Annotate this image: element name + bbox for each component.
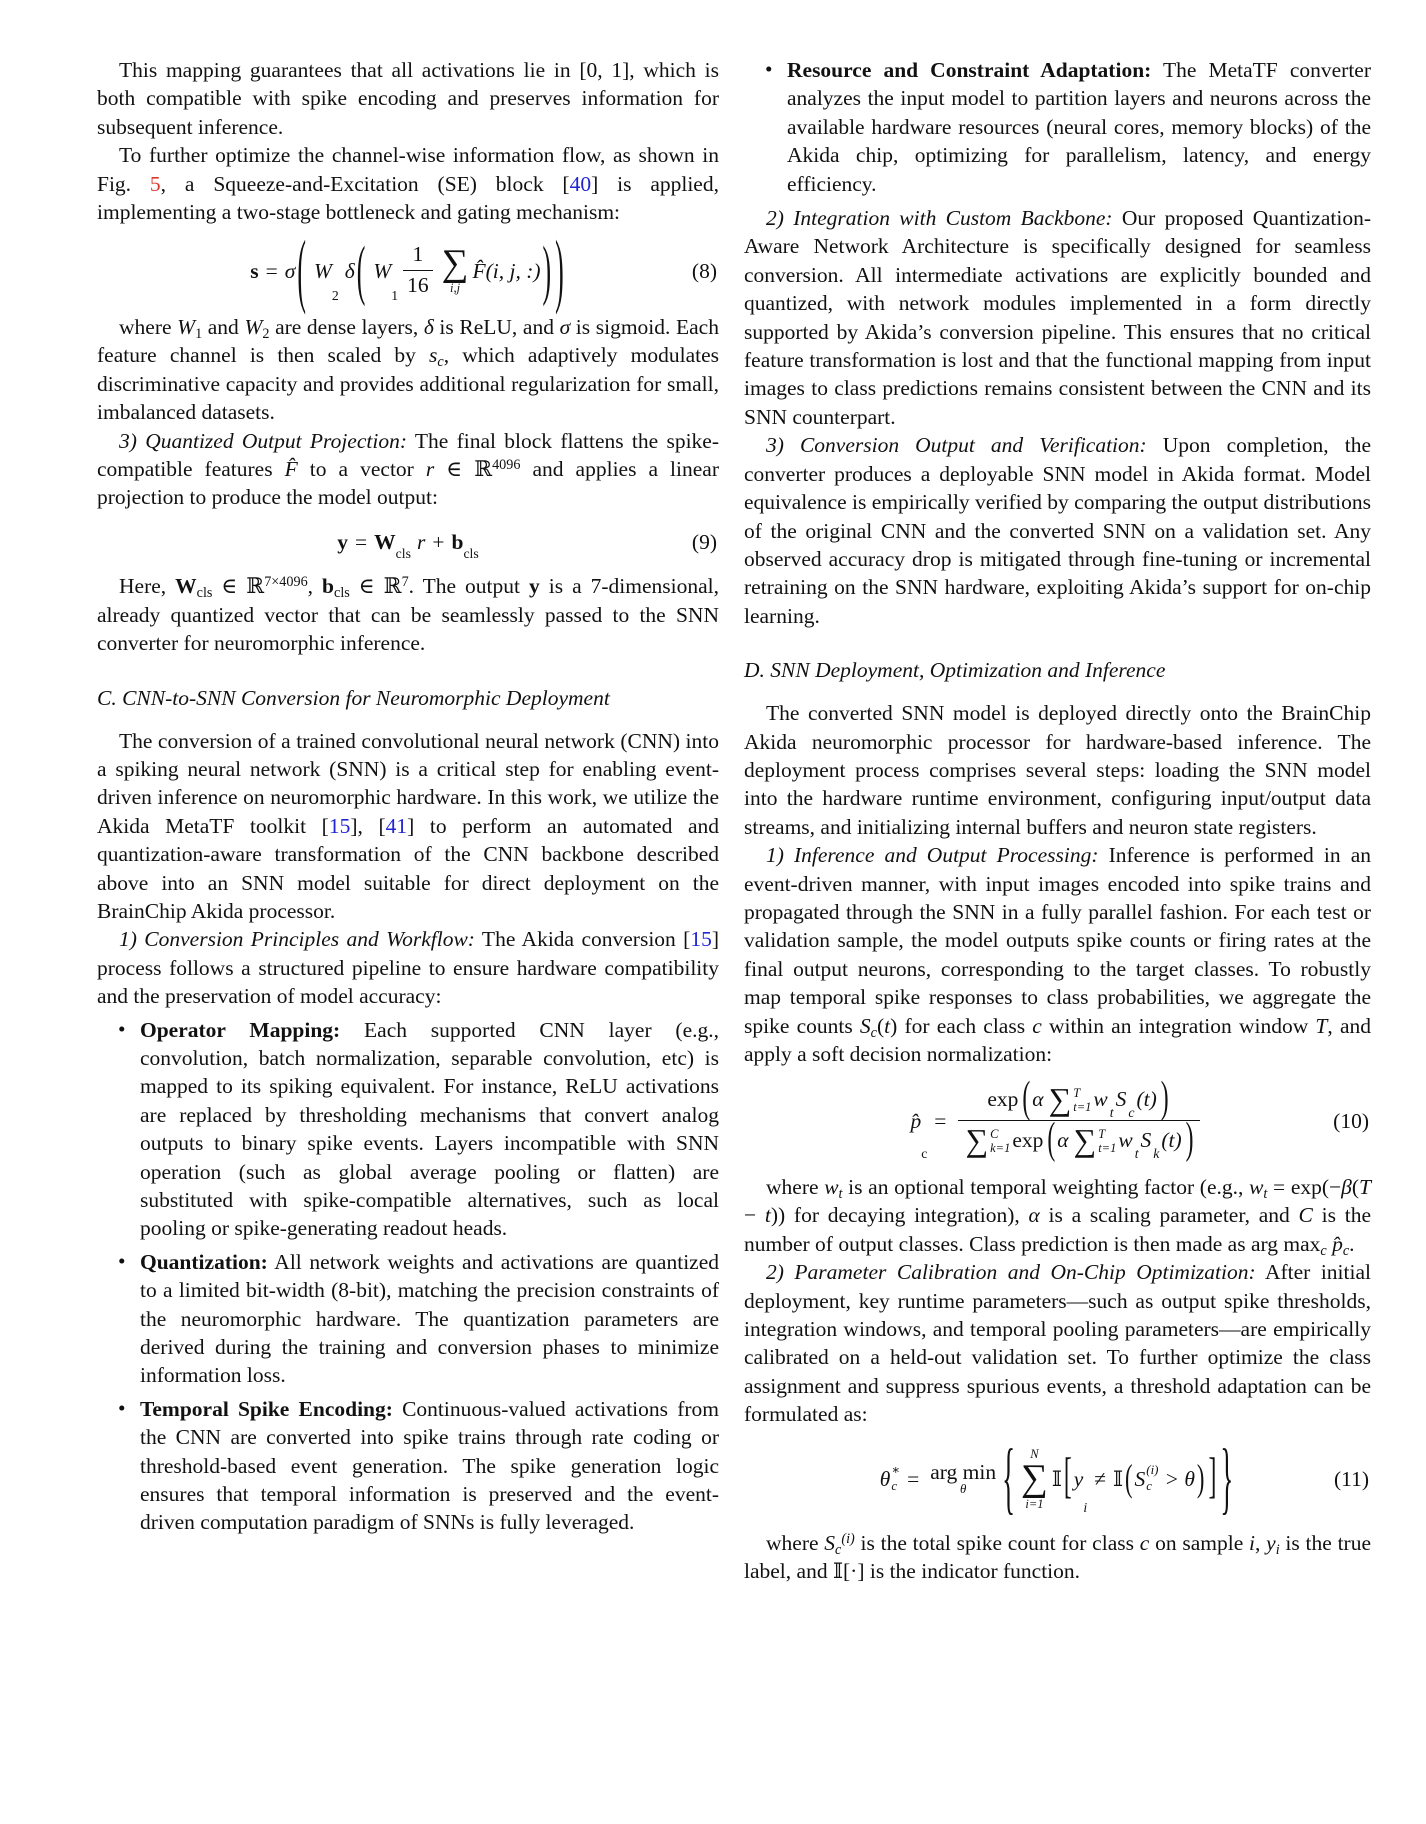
text-run: 3) Quantized Output Projection: (119, 428, 407, 453)
math-token: y (337, 529, 349, 554)
math-token: C (990, 1126, 999, 1141)
equation-11 (744, 1432, 1371, 1523)
text-run: ] is applied, implementing a two-stage bottleneck and gating mechanism: (97, 171, 719, 225)
argmin-operator (930, 1461, 996, 1497)
sup-sub-stack (891, 1463, 900, 1494)
paren: ) (1196, 1456, 1205, 1499)
text-run: b (322, 574, 335, 599)
equation-8 (97, 223, 719, 316)
figure-ref-link[interactable]: 5 (149, 171, 161, 196)
math-token: k (1153, 1146, 1160, 1162)
math-token: r (416, 529, 426, 554)
paragraph (744, 1173, 1371, 1258)
equation-number: (9) (691, 529, 717, 554)
text-run: F̂ (284, 457, 298, 482)
text-run: Continuous-valued activations from the CNN are converted into spike trains through rate coding or threshold-based event generation. The spike generation logic ensures that temporal information is preserved and the event-driven computation paradigm of SNNs is fully leveraged. (140, 1396, 719, 1535)
math-token: = (934, 1108, 947, 1133)
math-token: s (250, 258, 259, 283)
math-token: (i) (1146, 1463, 1159, 1478)
math-token: W (374, 529, 396, 554)
list-item (97, 1248, 719, 1390)
text-run: , and apply a soft decision normalization: (744, 1013, 1371, 1066)
text-run: 4096 (492, 456, 521, 473)
sum-operator (1021, 1447, 1048, 1511)
text-run: are dense layers, (269, 315, 424, 340)
math-token: k=1 (990, 1141, 1011, 1156)
sigma-sum-icon: ∑ (1021, 1457, 1048, 1500)
math-token: T (1098, 1126, 1106, 1141)
sup-sub-stack (1146, 1463, 1158, 1494)
text-run: 2 (262, 326, 270, 342)
equation-9 (97, 528, 719, 561)
text-run: W (177, 315, 196, 340)
math-token: S (1115, 1087, 1127, 1112)
math-token: t=1 (1073, 1100, 1092, 1115)
brace: { (1002, 1432, 1016, 1523)
text-run: C (1298, 1203, 1313, 1228)
math-token: θ (879, 1466, 891, 1491)
text-run: r (425, 457, 435, 482)
text-run: 7 (401, 574, 409, 591)
paragraph (140, 1016, 719, 1243)
paragraph (97, 925, 719, 1010)
equation-body (879, 1432, 1235, 1523)
text-run: is ReLU, and (433, 315, 560, 340)
paragraph (140, 1248, 719, 1390)
math-token: δ (344, 258, 355, 283)
text-run: 1 (195, 326, 203, 342)
text-run: Each supported CNN layer (e.g., convolution, batch normalization, separable convolution, etc) is mapped to its spiking equivalent. For instance, ReLU activations are replaced by thresholding mechanisms that convert analog outputs to binary spike events. Layers incompatible with SNN operation (such as global average pooling or flatten) are substituted with spike-compatible alternatives, such as local pooling or spike-generating readout heads. (140, 1017, 719, 1241)
text-run: The Akida conversion [ (474, 927, 691, 952)
paren: ( (356, 231, 366, 308)
text-run: ∈ ℝ (212, 574, 265, 599)
math-token: = (355, 529, 368, 554)
text-run: To further optimize the channel-wise information flow, as shown in Fig. (97, 143, 719, 196)
text-run: where (766, 1531, 825, 1556)
text-run: s (429, 343, 438, 368)
text-run: cls (196, 585, 213, 602)
fraction (403, 242, 433, 299)
math-token: p̂ (910, 1108, 922, 1133)
text-run: Quantization: (140, 1249, 268, 1274)
text-run: c (437, 354, 444, 371)
math-token: c (1146, 1478, 1153, 1493)
text-run: S (824, 1531, 836, 1556)
text-run: y (1266, 1531, 1276, 1556)
text-run: The MetaTF converter analyzes the input model to partition layers and neurons across the available hardware resources (neural cores, memory blocks) of the Akida chip, optimizing for parallelism, latency, and energy efficiency. (787, 58, 1371, 196)
equation-10 (744, 1074, 1371, 1165)
text-run: . The output (408, 574, 529, 599)
left-column (97, 56, 719, 1543)
text-run: ( (876, 1013, 885, 1038)
text-run: , a Squeeze-and-Excitation (SE) block [ (160, 171, 570, 196)
math-token: c (921, 1146, 928, 1162)
list-item (97, 1016, 719, 1243)
math-token: T (1073, 1085, 1081, 1100)
bracket: [ (1063, 1449, 1072, 1505)
paragraph (744, 431, 1371, 630)
math-token: c (891, 1478, 898, 1493)
text-run: t (838, 1186, 843, 1202)
text-run: t (884, 1013, 891, 1038)
math-token: 2 (331, 288, 339, 304)
math-token: (i, j, :) (485, 258, 541, 283)
math-token: > θ (1164, 1466, 1195, 1491)
math-token: 𝕀 (1051, 1466, 1062, 1491)
text-run: and (202, 315, 245, 340)
text-run: is sigmoid. Each feature channel is then scaled by (97, 315, 719, 368)
math-token: i=1 (1025, 1496, 1044, 1511)
text-run: α (1028, 1203, 1040, 1228)
bullet-icon: • (118, 1395, 126, 1420)
math-token: S (1140, 1128, 1152, 1153)
paragraph (744, 1529, 1371, 1586)
paren: ) (1185, 1114, 1194, 1165)
text-run: Resource and Constraint Adaptation: (787, 58, 1152, 82)
text-run: 1) Conversion Principles and Workflow: (119, 927, 475, 952)
equation-body (910, 1074, 1204, 1165)
paragraph (140, 1395, 719, 1537)
math-token: N (1030, 1446, 1039, 1461)
text-run: i (1275, 1542, 1280, 1559)
list-item (744, 56, 1371, 198)
math-token: w (1118, 1128, 1133, 1153)
text-run: T (1359, 1175, 1372, 1200)
math-token: θ (960, 1482, 967, 1497)
text-run: ∈ ℝ (349, 574, 402, 599)
text-run: y (529, 574, 540, 599)
math-token: S (1134, 1466, 1146, 1491)
text-run: = exp(− (1267, 1175, 1342, 1200)
text-run: The conversion of a trained convolutional neural network (CNN) into a spiking neural network (SNN) is a critical step for enabling event-driven inference on neuromorphic hardware. In this work, we utilize the Akida MetaTF toolkit [ (97, 728, 719, 838)
text-run: is the total spike count for class (854, 1531, 1140, 1556)
brace: } (1220, 1432, 1234, 1523)
sum-operator (1049, 1084, 1092, 1116)
math-token: 1 (412, 242, 424, 267)
text-run: 3) Conversion Output and Verification: (766, 433, 1147, 458)
text-run: p̂ (1332, 1231, 1343, 1256)
math-token: exp (1012, 1128, 1044, 1153)
paren: ) (542, 231, 552, 308)
text-run: T (1315, 1013, 1328, 1038)
text-run: and applies a linear projection to produce the model output: (97, 457, 719, 510)
bullet-icon: • (118, 1248, 126, 1273)
list-item (97, 1395, 719, 1537)
math-token: 𝕀 (1112, 1466, 1124, 1491)
text-run: on sample (1149, 1531, 1250, 1556)
math-token: exp (987, 1087, 1019, 1112)
math-token: cls (463, 545, 479, 561)
sigma-sum-icon: ∑ (1073, 1123, 1097, 1159)
text-run: cls (334, 585, 350, 602)
text-run: i (1249, 1531, 1255, 1556)
math-token: 1 (391, 288, 399, 304)
paren: ( (297, 223, 306, 316)
math-token: ∗ (891, 1463, 901, 1478)
section-heading-c: C. CNN-to-SNN Conversion for Neuromorphic Deployment (97, 685, 610, 710)
right-column (744, 56, 1371, 1586)
paragraph (97, 313, 719, 427)
equation-number: (10) (1333, 1108, 1369, 1133)
section-heading-d: D. SNN Deployment, Optimization and Inference (744, 658, 1166, 683)
text-run: 2) Integration with Custom Backbone: (766, 206, 1113, 231)
paren: ) (1160, 1074, 1169, 1124)
math-token: = (265, 258, 278, 283)
text-run: ] to perform an automated and quantization-aware transformation of the CNN backbone described above into an SNN model suitable for direct deployment on the BrainChip Akida processor. (97, 813, 720, 923)
text-run: is a 7-dimensional, already quantized vector that can be seamlessly passed to the SNN converter for neuromorphic inference. (97, 574, 719, 656)
text-run: ] process follows a structured pipeline to ensure hardware compatibility and the preservation of model accuracy: (97, 927, 719, 1009)
paragraph (744, 204, 1371, 431)
text-run: This mapping guarantees that all activations lie in [0, 1], which is both compatible with spike encoding and preserves information for subsequent inference. (97, 58, 719, 139)
paragraph (97, 727, 719, 926)
text-run: is the number of output classes. Class prediction is then made as arg max (744, 1203, 1371, 1256)
text-run: c (1342, 1242, 1350, 1259)
text-run: c (1032, 1013, 1042, 1038)
text-run: within an integration window (1041, 1013, 1316, 1038)
citation-link[interactable]: 40 (569, 171, 592, 196)
fraction (958, 1074, 1199, 1165)
sum-operator (441, 241, 469, 296)
math-token: i (1083, 1500, 1088, 1516)
text-run: Our proposed Quantization-Aware Network Architecture is specifically designed for seamless conversion. All intermediate activations are explicitly bounded and quantized, with network modules implemented in a form directly supported by Akida’s conversion pipeline. This ensures that no critical feature transformation is lost and that the functional mapping from input images to class predictions remains consistent between the CNN and its SNN counterpart. (744, 206, 1371, 429)
text-run: 7×4096 (264, 574, 308, 591)
text-run: c (1139, 1531, 1150, 1556)
paren: ) (555, 223, 564, 316)
text-run: is the true label, and 𝕀[·] is the indicator function. (744, 1531, 1371, 1584)
text-run: )) for decaying integration), (770, 1203, 1029, 1228)
equation-number: (8) (691, 258, 717, 283)
text-run: ∈ ℝ (434, 457, 493, 482)
text-run: After initial deployment, key runtime parameters—such as output spike thresholds, integration windows, and temporal pooling parameters—are empirically calibrated on a held-out validation set. To further optimize the class assignment and suppress spurious events, a threshold adaptation can be formulated as: (744, 1260, 1371, 1427)
text-run: − (744, 1203, 765, 1228)
math-token: ≠ (1094, 1466, 1106, 1491)
math-token: + (432, 529, 445, 554)
paragraph (97, 572, 719, 657)
text-run: The final block flattens the spike-compatible features (97, 428, 720, 482)
paragraph (744, 841, 1371, 1068)
text-run: The converted SNN model is deployed directly onto the BrainChip Akida neuromorphic processor for hardware-based inference. The deployment process comprises several steps: loading the SNN model into the hardware runtime environment, configuring input/output data streams, and initializing internal buffers and neuron state registers. (744, 701, 1371, 839)
text-run: W (175, 574, 197, 599)
sum-operator (965, 1125, 1010, 1157)
paragraph (744, 699, 1371, 841)
text-run: ( (1351, 1175, 1360, 1200)
math-token: t (1134, 1146, 1139, 1162)
sigma-sum-icon: ∑ (441, 241, 469, 284)
paragraph (97, 427, 719, 512)
text-run: to a vector (297, 457, 426, 482)
math-token: W (313, 258, 332, 283)
math-token: (t) (1161, 1128, 1182, 1153)
text-run: Inference is performed in an event-driven manner, with input images encoded into spike trains and propagated through the SNN in a fully parallel fashion. For each test or validation sample, the model outputs spike counts or firing rates at the final output neurons, corresponding to the target classes. To robustly map temporal spike responses to class probabilities, we aggregate the spike counts (744, 843, 1371, 1038)
text-run: t (764, 1203, 771, 1228)
bullet-icon: • (765, 57, 773, 81)
paren: ( (1022, 1074, 1031, 1124)
equation-body (337, 528, 479, 561)
bullet-list (744, 56, 1371, 198)
text-run: 1) Inference and Output Processing: (766, 843, 1099, 868)
text-run: (i) (841, 1530, 855, 1547)
math-token: cls (395, 545, 411, 561)
text-run: Operator Mapping: (140, 1017, 341, 1042)
text-run: σ (559, 315, 571, 340)
math-token: t=1 (1098, 1141, 1117, 1156)
text-run: t (1263, 1186, 1268, 1202)
text-run: 2) Parameter Calibration and On-Chip Optimization: (766, 1260, 1256, 1285)
math-token: = (907, 1466, 920, 1491)
text-run: c (835, 1542, 842, 1559)
text-run: w (1249, 1175, 1264, 1200)
text-run: is an optional temporal weighting factor (e.g., (842, 1175, 1250, 1200)
math-token: t (1109, 1105, 1114, 1121)
text-run: W (244, 315, 263, 340)
math-token: y (1073, 1466, 1084, 1491)
text-run: , (307, 574, 323, 599)
paragraph (97, 56, 719, 141)
equation-body (250, 223, 565, 316)
math-token: arg min (930, 1459, 997, 1484)
text-run: Temporal Spike Encoding: (140, 1396, 393, 1421)
equation-number: (11) (1333, 1466, 1369, 1491)
bracket: ] (1208, 1449, 1217, 1505)
sigma-sum-icon: ∑ (965, 1123, 989, 1159)
text-run: where (119, 315, 178, 340)
bullet-list (97, 1016, 719, 1537)
text-run: ], [ (350, 813, 386, 838)
math-token: 16 (403, 270, 433, 299)
sum-operator (1074, 1125, 1117, 1157)
math-token: σ (284, 258, 296, 283)
math-token: α (1032, 1087, 1044, 1112)
paren: ( (1047, 1114, 1056, 1165)
text-run: ) for each class (890, 1013, 1033, 1038)
text-run: S (859, 1013, 871, 1038)
text-run: , (1255, 1531, 1267, 1556)
text-run: c (1320, 1242, 1327, 1259)
math-token: α (1057, 1128, 1069, 1153)
paren: ( (1125, 1456, 1133, 1499)
text-run: is a scaling parameter, and (1039, 1203, 1299, 1228)
citation-link[interactable]: 15 (690, 927, 712, 952)
text-run: β (1341, 1175, 1352, 1200)
citation-link[interactable]: 15 (328, 813, 351, 838)
text-run: , which adaptively modulates discriminative capacity and provides additional regularization for small, imbalanced datasets. (97, 343, 719, 425)
paragraph (744, 1258, 1371, 1428)
math-token: F̂ (472, 258, 486, 283)
math-token: i,j (450, 281, 461, 296)
math-token: c (1128, 1105, 1135, 1121)
text-run: δ (423, 315, 434, 340)
math-token: (t) (1136, 1087, 1157, 1112)
math-token: w (1093, 1087, 1108, 1112)
math-token: b (451, 529, 464, 554)
paragraph (787, 56, 1371, 198)
text-run: All network weights and activations are quantized to a limited bit-width (8-bit), matching the precision constraints of the neuromorphic hardware. The quantization parameters are derived during the training and conversion phases to minimize information loss. (140, 1249, 719, 1388)
text-run: Here, (119, 574, 176, 599)
text-run: where (766, 1175, 825, 1200)
bullet-icon: • (118, 1016, 126, 1041)
math-token: W (373, 258, 392, 283)
citation-link[interactable]: 41 (385, 813, 408, 838)
sigma-sum-icon: ∑ (1048, 1082, 1072, 1118)
text-run: w (824, 1175, 839, 1200)
text-run: Upon completion, the converter produces a deployable SNN model in Akida format. Model equivalence is empirically verified by comparing the output distributions of the original CNN and the converted SNN on a validation set. Any observed accuracy drop is mitigated through fine-tuning or incremental retraining on the SNN hardware, exploiting Akida’s support for on-chip learning. (744, 433, 1371, 628)
text-run: c (870, 1024, 877, 1041)
paragraph (97, 141, 719, 226)
text-run: . (1349, 1231, 1355, 1256)
